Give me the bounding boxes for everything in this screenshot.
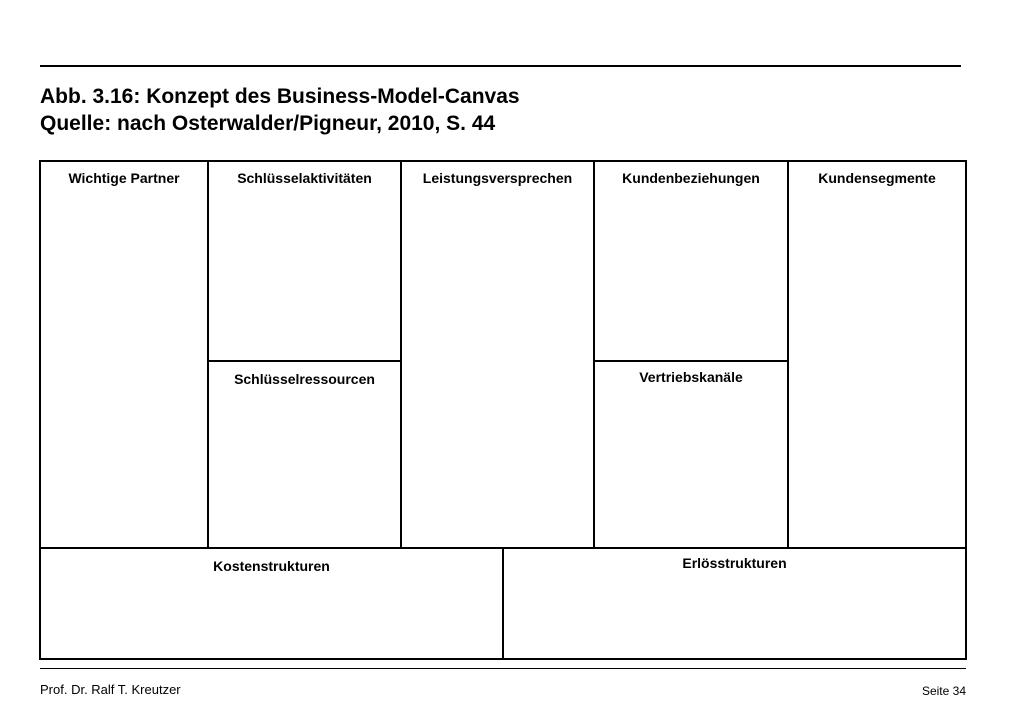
cell-erloesstrukturen — [504, 549, 965, 658]
cell-schluesselressourcen — [209, 362, 400, 547]
cell-label: Kundenbeziehungen — [622, 170, 760, 186]
cell-kostenstrukturen — [41, 549, 502, 658]
cell-vertriebskanaele — [595, 362, 787, 547]
cell-label: Kundensegmente — [818, 170, 936, 186]
bottom-rule — [40, 668, 966, 669]
cell-schluesselaktivitaeten — [209, 162, 400, 360]
cell-label: Schlüsselaktivitäten — [237, 170, 372, 186]
footer-author: Prof. Dr. Ralf T. Kreutzer — [40, 682, 181, 697]
top-rule — [40, 65, 961, 67]
cell-kundensegmente — [789, 162, 965, 547]
cell-label: Kostenstrukturen — [213, 558, 330, 574]
cell-label: Schlüsselressourcen — [234, 371, 375, 387]
figure-source: Quelle: nach Osterwalder/Pigneur, 2010, S. 44 — [40, 112, 496, 135]
footer-page-number: Seite 34 — [921, 684, 966, 698]
cell-label: Wichtige Partner — [68, 170, 180, 186]
cell-wichtige-partner — [41, 162, 207, 547]
cell-label: Erlösstrukturen — [682, 555, 787, 571]
cell-kundenbeziehungen — [595, 162, 787, 360]
business-model-canvas — [39, 160, 967, 660]
figure-title: Abb. 3.16: Konzept des Business-Model-Canvas — [40, 85, 520, 108]
cell-label: Leistungsversprechen — [422, 170, 573, 186]
cell-label: Vertriebskanäle — [639, 369, 743, 385]
cell-leistungsversprechen — [402, 162, 593, 547]
